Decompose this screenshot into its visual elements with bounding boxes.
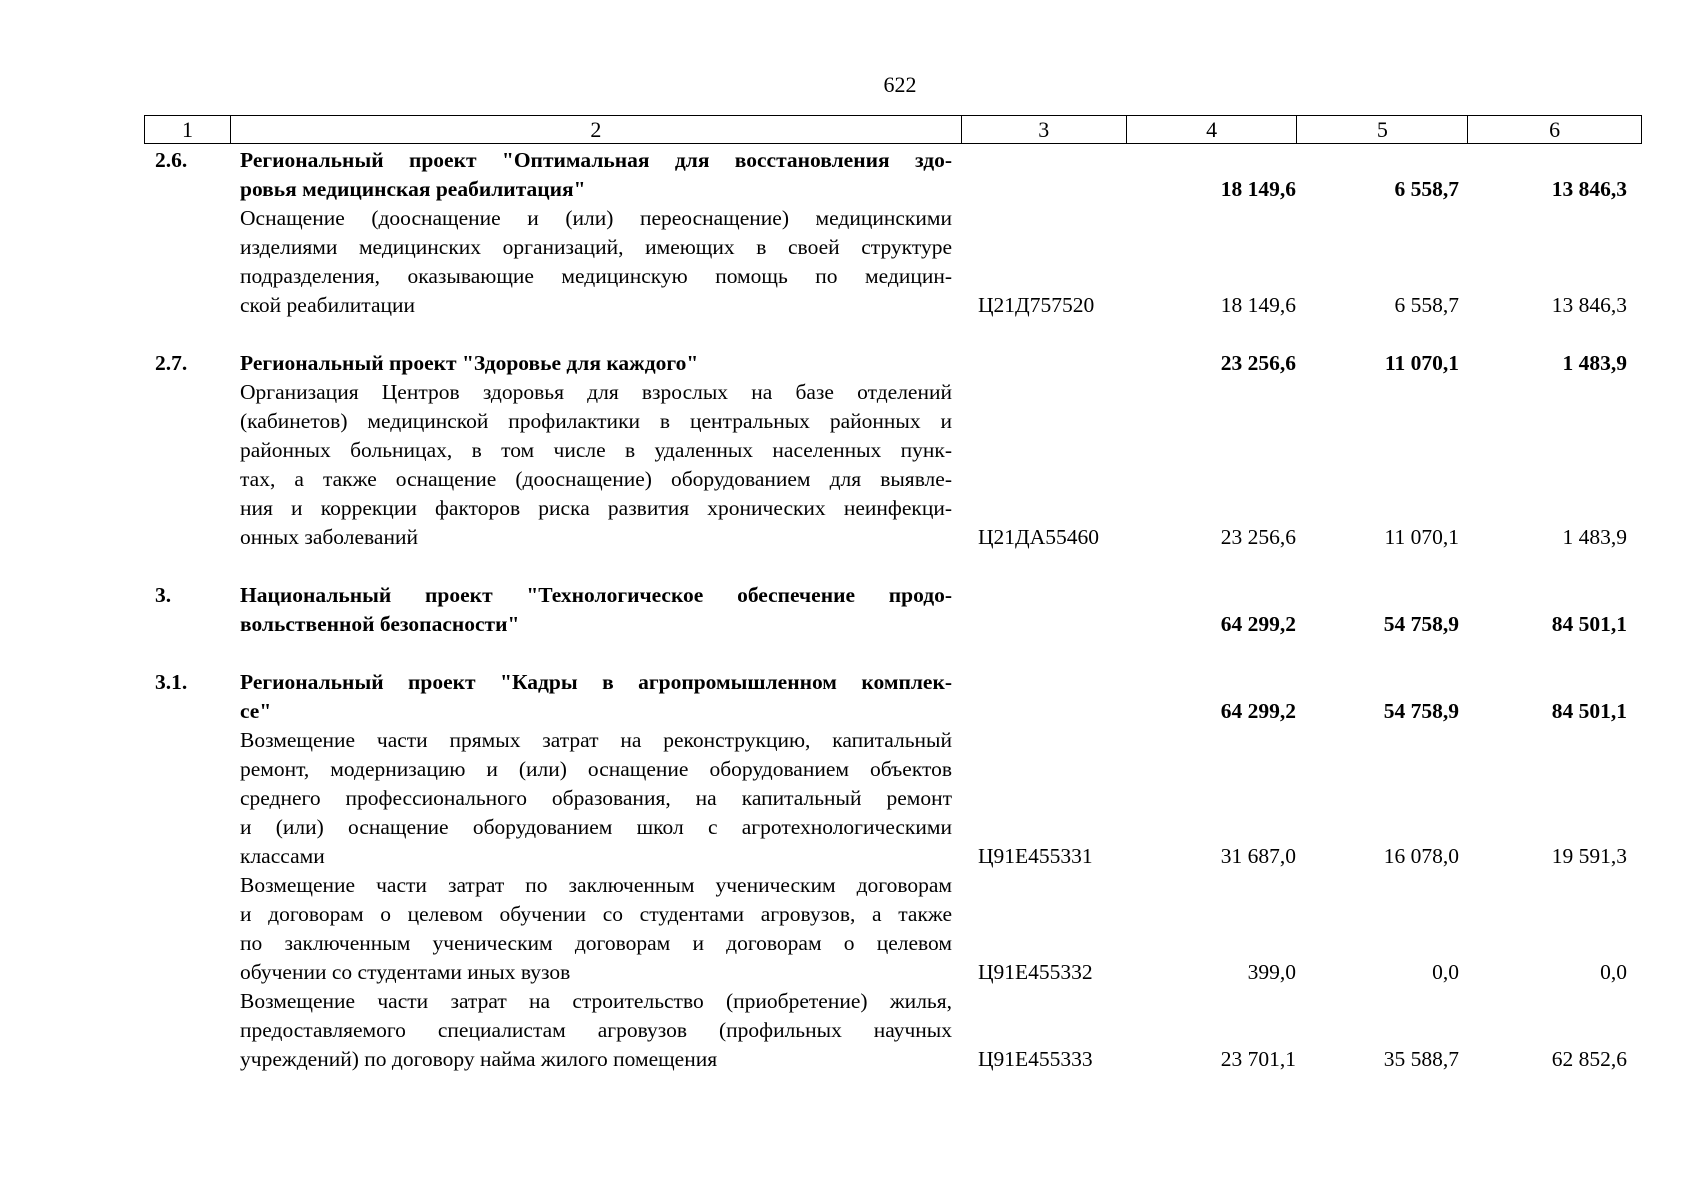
item-value-col4: 23 701,1 <box>1220 1047 1296 1071</box>
total-value-col6: 84 501,1 <box>1551 612 1627 636</box>
item-value-col6: 62 852,6 <box>1551 1047 1627 1071</box>
budget-code: Ц91Е455332 <box>978 960 1093 984</box>
item-description <box>240 204 952 320</box>
header-cell-5: 5 <box>1297 116 1468 143</box>
description-line: обучении со студентами иных вузов <box>240 960 571 984</box>
title-line: се" <box>240 699 272 723</box>
total-value-col6: 1 483,9 <box>1562 351 1627 375</box>
description-line: Возмещение части прямых затрат на реконструкцию, капитальный <box>240 728 952 752</box>
title-line: вольственной безопасности" <box>240 612 520 636</box>
total-value-col5: 6 558,7 <box>1394 177 1459 201</box>
total-value-col4: 23 256,6 <box>1220 351 1296 375</box>
row-number: 2.7. <box>155 351 188 375</box>
header-cell-6: 6 <box>1549 116 1561 142</box>
description-line: подразделения, оказывающие медицинскую помощь по медицин- <box>240 264 952 288</box>
budget-code: Ц21Д757520 <box>978 293 1095 317</box>
total-value-col6: 13 846,3 <box>1551 177 1627 201</box>
description-line: учреждений) по договору найма жилого помещения <box>240 1047 718 1071</box>
item-value-col5: 16 078,0 <box>1383 844 1459 868</box>
title-line: Региональный проект "Здоровье для каждого" <box>240 351 699 375</box>
title-line: Региональный проект "Кадры в агропромышленном комплек- <box>240 670 952 694</box>
description-line: Организация Центров здоровья для взрослых на базе отделений <box>240 380 952 404</box>
total-value-col4: 64 299,2 <box>1220 699 1296 723</box>
item-value-col6: 19 591,3 <box>1551 844 1627 868</box>
total-value-col4: 18 149,6 <box>1220 177 1296 201</box>
description-line: изделиями медицинских организаций, имеющих в своей структуре <box>240 235 952 259</box>
total-value-col5: 54 758,9 <box>1383 699 1459 723</box>
description-line: ской реабилитации <box>240 293 416 317</box>
item-description <box>240 987 952 1074</box>
description-line: Оснащение (дооснащение и (или) переоснащение) медицинскими <box>240 206 952 230</box>
item-value-col6: 1 483,9 <box>1562 525 1627 549</box>
item-description <box>240 871 952 987</box>
total-value-col5: 54 758,9 <box>1383 612 1459 636</box>
item-value-col4: 18 149,6 <box>1220 293 1296 317</box>
title-line: Национальный проект "Технологическое обеспечение продо- <box>240 583 952 607</box>
description-line: районных больницах, в том числе в удаленных населенных пунк- <box>240 438 952 462</box>
header-cell-4: 4 <box>1127 116 1298 143</box>
total-value-col5: 11 070,1 <box>1384 351 1459 375</box>
item-value-col4: 23 256,6 <box>1220 525 1296 549</box>
total-value-col4: 64 299,2 <box>1220 612 1296 636</box>
item-value-col5: 35 588,7 <box>1383 1047 1459 1071</box>
description-line: онных заболеваний <box>240 525 418 549</box>
project-title <box>240 668 952 726</box>
budget-code: Ц91Е455333 <box>978 1047 1093 1071</box>
budget-code: Ц21ДА55460 <box>978 525 1099 549</box>
description-line: ния и коррекции факторов риска развития хронических неинфекци- <box>240 496 952 520</box>
item-description <box>240 726 952 871</box>
item-value-col4: 31 687,0 <box>1220 844 1296 868</box>
description-line: классами <box>240 844 325 868</box>
budget-code: Ц91Е455331 <box>978 844 1093 868</box>
item-value-col6: 0,0 <box>1600 960 1627 984</box>
item-description <box>240 378 952 552</box>
project-title <box>240 349 952 378</box>
title-line: Региональный проект "Оптимальная для восстановления здо- <box>240 148 952 172</box>
row-number: 3.1. <box>155 670 188 694</box>
description-line: (кабинетов) медицинской профилактики в центральных районных и <box>240 409 952 433</box>
description-line: среднего профессионального образования, на капитальный ремонт <box>240 786 952 810</box>
description-line: и договорам о целевом обучении со студентами агровузов, а также <box>240 902 952 926</box>
item-value-col5: 6 558,7 <box>1394 293 1459 317</box>
item-value-col6: 13 846,3 <box>1551 293 1627 317</box>
description-line: предоставляемого специалистам агровузов (профильных научных <box>240 1018 952 1042</box>
row-number: 2.6. <box>155 148 188 172</box>
page-number: 622 <box>883 72 917 97</box>
header-cell-3: 3 <box>962 116 1127 143</box>
header-cell-2: 2 <box>231 116 962 143</box>
item-value-col4: 399,0 <box>1247 960 1296 984</box>
description-line: Возмещение части затрат по заключенным ученическим договорам <box>240 873 952 897</box>
project-title <box>240 146 952 204</box>
description-line: тах, а также оснащение (дооснащение) оборудованием для выявле- <box>240 467 952 491</box>
table-header-row <box>144 115 1642 144</box>
description-line: ремонт, модернизацию и (или) оснащение оборудованием объектов <box>240 757 952 781</box>
row-number: 3. <box>155 583 172 607</box>
title-line: ровья медицинская реабилитация" <box>240 177 586 201</box>
item-value-col5: 11 070,1 <box>1384 525 1459 549</box>
header-cell-1: 1 <box>145 116 231 143</box>
description-line: Возмещение части затрат на строительство (приобретение) жилья, <box>240 989 952 1013</box>
project-title <box>240 581 952 639</box>
description-line: и (или) оснащение оборудованием школ с агротехнологическими <box>240 815 952 839</box>
item-value-col5: 0,0 <box>1432 960 1459 984</box>
total-value-col6: 84 501,1 <box>1551 699 1627 723</box>
description-line: по заключенным ученическим договорам и договорам о целевом <box>240 931 952 955</box>
